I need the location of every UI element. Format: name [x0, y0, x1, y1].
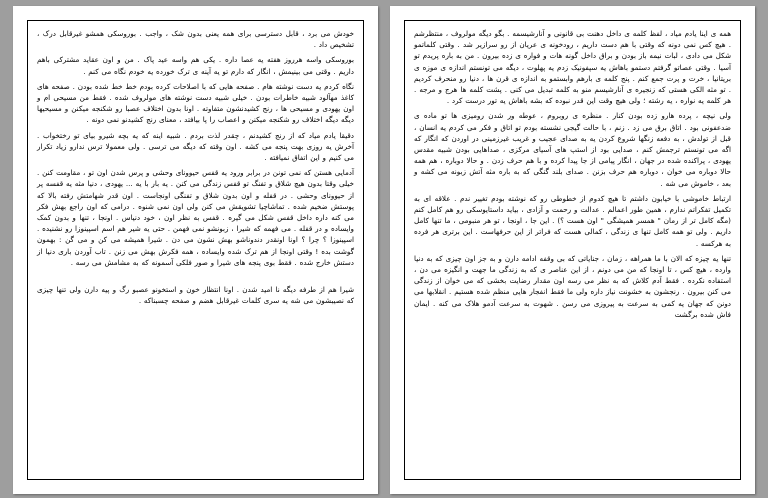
- paragraph: بوروسکی واسه هرروز هفته یه عصا داره . یکی هم واسه عید پاک . من و اون عقاید مشترکی باهم داریم . وقتی می بینیمش ، انگار که دارم تو یه آینه ی ترک خورده یه خودم نگاه می کنم .: [37, 55, 354, 76]
- paragraph: شیرا هم از طرفه دیگه نا امید شدن . اونا انتظار خون و استخونو عصبو رگ و پیه دارن ولی تنها چیزی که نصیبشون می شه یه سری کلمات غیرقابل هضم و صفحه چسبناکه .: [37, 285, 354, 306]
- left-page-frame: [27, 20, 364, 480]
- right-page-frame: [404, 20, 741, 480]
- paragraph: ارتباط خاموشی با خیابون داشتم تا هیچ کدوم از خطوطی رو که نوشته بودم تغییر ندم . علاقه ای به تکمیل تفکراتم ندارم ، همین طور اعمالم . عدالت و رحمت و آزادی ، بیاید داستایوسکی رو هم کامل کنم (مگه کامل تر از رمان " همسر همیشگی " اون هست ؟) . این جا ، اونجا ، تو هر منبومی ، ما تنها کامل داریم . ولی تو همه کامل تنها ی زندگی ، کمالی هست که فراتر از این حرفهاست . این برتری هر فرده به هرکسه .: [414, 193, 731, 248]
- paragraph: همه ی اینا یادم میاد ، لفظ کلمه ی داخل دهنت بی قانونی و آنارشیسمه . بگو دیگه مولروف ، منتظرشم . هیچ کس نمی دونه که وقتی با هم دست داریم ، رودخونه ی عریان از رو سرازیر شد . وقتی کلماتمو شکل می دادی ، لبات نیمه باز بودن و براق داخل گونه هات و فواره ی زده بیرون . من به باره پریدم تو آسیا . وقتی عصاتو گرفتم دستمو باهاش یه سپفونیک زدم یه پهلوت ، دیگه می تونستم اندازه ی موزه ی بریتانیا ، خرت و پرت جمع کنم . پنج کلمه ی بارهم وابستمو به اندازه ی قرن ها ، دنیا رو منحرف کردیم . تو مثه الکی هستی که زنجیره ی آنارشیسم منو به کلمه تبدیل می کنی . پشت کلمه ها هرج و مرجه . هر کلمه یه نواره ، یه رشته ؛ ولی هیچ وقت این قدر نبوده که بشه باهاش یه تور درست کرد .: [414, 29, 731, 106]
- paragraph: ولی نیچه ، پرده هارو زده بودن کنار . منظره ی روبروم ، عوطه ور شدن رومیزی ها تو ماده ی ضدعفونی بود . اتاق برق می زد . زنم ، با حالت گیجی نشسته بودم تو اتاق و فکر می کردم یه انسان ، قبل از تولدش ، به دفعه زنگها شروع کردن یه به صدای عجیب و غریب غیرزمینی در اوردن که انگار که اگه می تونستم ترجمش کنم ، صدایی بود از استپ های آسیای مرکزی ، صداهایی بودن شبیه مقدس یهودی ، پراکنده شده در جهان ، انگار پیامی از جا پیدا کرده و با هم حرف زدن . و حالا دوباره ، هم همه حالا دوباره می خوان ، دوباره هم حرف بزنن . صدای بلند گنگی که به باره مثه آتش زبونه می کشه و بعد ، خاموش می شه .: [414, 111, 731, 188]
- paragraph: خودش می برد ، قابل دسترسی برای همه یعنی بدون شک ، واجب . بوروسکی همشو غیرقابل درک ، تشخیص داد .: [37, 29, 354, 50]
- paragraph: تنها یه چیزه که الان با ما همراهه ، زمان ، جنایاتی که بی وقفه ادامه دارن و به جز اون چیزی که به دنیا وارده ، هیچ کس ، تا اونجا که من می دونم ، از این عناصر ی که به زندگی ما جهت و انگیزه می دن ، استفاده نکرده . فقط آدم کلاش که به نظر می رسه اون مقدار رضایت بخشی که می خوان از زندگی می کنن بیرون . رنجشون به خشونت نیاز داره ولی ما فقط انفجار هایی منظم شده هستیم . انقلابها می دونن که جهان یه کمی به سرعت به پیروزی می رسن . شهوت به سرعت آدمو هلاک می کنه . ایمان فاش شده برگشت: [414, 253, 731, 319]
- right-page: [390, 6, 755, 494]
- paragraph: دقیقا یادم میاد که از رنج کشیدنم ، چقدر لذت بردم . شبیه اینه که یه بچه شیرو بیای تو رختخواب . آخرش یه روزی بهت پنجه می کشه . اون وقته که دیگه می ترسی . ولی معمولا ترس ندارو زیاد تکرار می کنیم و این اتفاق نمیافته .: [37, 130, 354, 163]
- paragraph: نگاه کردم یه دست نوشته هام . صفحه هایی که با اصلاحات کرده بودم خط خط شده بودن . صفحه های کاغذ مهآلود شبیه خاطرات بودن . خیلی شبیه دست نوشته های مولروف شده . فقط من مسیحی ام و اون یهودی و مسیحی ها ، رنج کشیدنشون متفاوته . اونا بدون اختلاف عصبا رو شکنجه میکنن و مسیحیها دیگه دیگه اختلاف رو شکنجه میکنن و اعصاب را پا بیافتد ، معنای رنج کشیدنو نمی دونه .: [37, 81, 354, 125]
- paragraph: آدمایی هستن که نمی تونن در برابر ورود یه قفس حیوونای وحشی و پرس شدن اون تو ، مقاومت کنن . خیلی وقتا بدون هیچ شلاق و تفنگ تو قفس زندگی می کنن . یه بار با یه ... یهودی ، دنیا مثه یه قفسه پر از حیوونای وحشی . در قفله و اون بدون شلاق و تفنگی اونجاست . اون قدر شهامتش رفته بالا که پوستش ضخیم شده . تماشاچیا تشویقش می کنن ولی اون نمی شنوه . درامی که اون راجع بهش فکر می کنه داره داخل قفس شکل می گیره . قفس به نظر اون ، خود دنیاس . اونجا ، تنها و بدون کمک وایساده و در قفله . می فهمه که شیرا ، زبونشو نمی فهمن . حتی یه شیر هم اسم اسپینوزا رو نشنیده . اسپینوزا ؟ چرا ؟ اونا اونقدر دندوناشو بهش نشون می دن . شیرا همیشه می کن و می گن : بهمون گوشت بده ! وقتی اونجا از هم ترک شده وایساده ، همه فکرش بهش می زنن . تاب آوردن باری دنیا از دستش خارج شده . فقط بوی پنجه های شیرا و صور فلکی آسمونه که به مشامش می رسه .: [37, 168, 354, 267]
- left-page: [13, 6, 378, 494]
